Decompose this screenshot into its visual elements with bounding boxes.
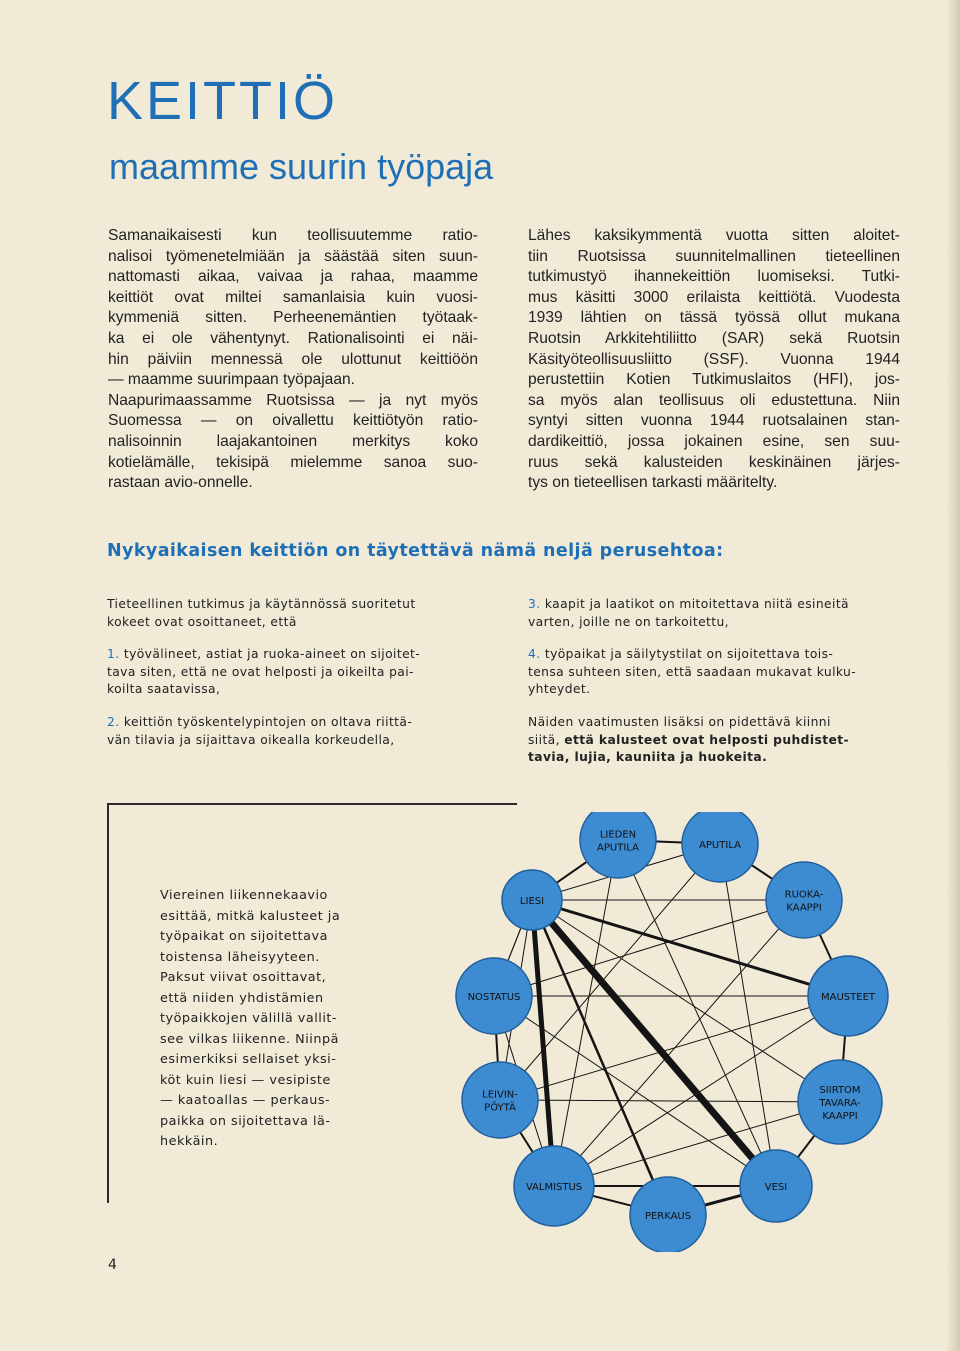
diagram-edge-lieden_aputila-valmistus (554, 840, 618, 1186)
node-label: MAUSTEET (821, 992, 875, 1003)
text-line: see vilkas liikenne. Niinpä (160, 1031, 339, 1047)
node-nostatus (456, 958, 532, 1034)
frame-rule-left (107, 803, 109, 1203)
text-line: toistensa läheisyyteen. (160, 949, 320, 965)
text-line: sa myös alan teollisuus oli edustettuna. Niin (528, 391, 900, 409)
text-line: kotielämälle, tekisipä mielemme sanoa suo- (108, 453, 478, 471)
text-line: paikka on sijoitettava lä- (160, 1113, 331, 1129)
node-vesi (740, 1150, 812, 1222)
text-line: Ruotsin Arkkitehtiliitto (SAR) sekä Ruotsin (528, 329, 900, 347)
requirements-closing (528, 714, 908, 767)
requirement-number: 1. (107, 647, 120, 662)
text-line: kaapit ja laatikot on mitoitettava niitä esineitä (544, 597, 849, 611)
node-label: LIESI (519, 896, 545, 907)
text-line: Käsityöteollisuusliitto (SSF). Vuonna 1944 (528, 350, 900, 368)
diagram-caption (160, 886, 360, 1153)
text-line: hekkäin. (160, 1134, 219, 1149)
requirements-left (107, 596, 487, 764)
text-line: mus käsitti 3000 erilaista keittiötä. Vuodesta (528, 288, 900, 306)
node-label: PÖYTÄ (484, 1102, 516, 1114)
section-heading: Nykyaikaisen keittiön on täytettävä nämä neljä perusehtoa: (107, 541, 724, 561)
text-line: työpaikat ja säilytystilat on sijoitettava tois- (544, 647, 834, 662)
page-number: 4 (108, 1257, 117, 1273)
node-label: SIIRTOM (819, 1085, 861, 1096)
text-line: tensa suhteen siten, että saadaan mukavat kulku- (528, 664, 857, 679)
text-line: rastaan avio-onnelle. (108, 474, 253, 492)
text-line: esittää, mitkä kalusteet ja (160, 908, 341, 924)
text-line: Naapurimaassamme Ruotsissa — ja nyt myös (108, 391, 478, 409)
node-perkaus (630, 1177, 706, 1252)
diagram-edge-liesi-vesi (532, 900, 776, 1186)
text-line: työvälineet, astiat ja ruoka-aineet on sijoitet- (123, 647, 421, 662)
text-line: tys on tieteellisen tarkasti määritelty. (528, 474, 778, 492)
diagram-edge-lieden_aputila-vesi (618, 840, 776, 1186)
text-line: perustettiin Kotien Tutkimuslaitos (HFI), jos- (528, 371, 900, 389)
text-line: yhteydet. (528, 682, 591, 697)
diagram-nodes (456, 812, 888, 1252)
node-label: APUTILA (597, 842, 639, 854)
node-label: KAAPPI (822, 1111, 858, 1122)
text-line-bold: tavia, lujia, kauniita ja huokeita. (528, 750, 768, 765)
node-label: NOSTATUS (467, 992, 521, 1003)
text-line: kymmeniä sitten. Perheenemäntien työtaak- (108, 309, 478, 327)
requirements-lead (107, 596, 487, 631)
node-valmistus (514, 1146, 594, 1226)
requirements-right (528, 596, 908, 782)
text-line: siitä, (528, 732, 560, 747)
diagram-edge-siirtotavarakaappi-leivinpoyta (500, 1100, 840, 1102)
text-line: 1939 lähtien on tässä työssä ollut mukana (528, 309, 900, 327)
node-label: APUTILA (699, 840, 741, 851)
node-leivinpoyta (462, 1062, 538, 1138)
text-line: köt kuin liesi — vesipiste (160, 1072, 331, 1088)
node-label: KAAPPI (786, 902, 822, 914)
text-line-bold: että kalusteet ovat helposti puhdistet- (564, 732, 849, 747)
text-line: Näiden vaatimusten lisäksi on pidettävä kiinni (528, 714, 831, 729)
intro-text-left (108, 226, 478, 494)
page-edge-shadow (946, 0, 960, 1351)
text-line: Lähes kaksikymmentä vuotta sitten aloitet- (528, 227, 900, 244)
text-line: — maamme suurimpaan työpajaan. (108, 371, 356, 389)
text-line: Tieteellinen tutkimus ja käytännössä suoritetut (107, 597, 416, 611)
node-siirtotavarakaappi (798, 1060, 882, 1144)
requirement-number: 4. (528, 647, 541, 662)
requirement-number: 2. (107, 714, 120, 729)
text-line: esimerkiksi sellaiset yksi- (160, 1052, 337, 1067)
node-label: RUOKA- (784, 889, 824, 901)
text-line: työpaikkojen välillä vallit- (160, 1011, 338, 1026)
text-line: vän tilavia ja sijaittava oikealla korkeudella, (107, 732, 395, 747)
page-title: KEITTIÖ (107, 71, 339, 131)
node-label: LEIVIN- (482, 1089, 518, 1101)
text-line: työpaikat on sijoitettava (160, 929, 328, 944)
diagram-edge-ruokakaappi-valmistus (554, 900, 804, 1186)
node-label: LIEDEN (599, 829, 637, 841)
text-line: nalisoinnin laajakantoinen merkitys koko (108, 432, 478, 450)
text-line: hin päiviin mennessä ole ulottunut keittiöön (108, 350, 478, 368)
node-label: VESI (764, 1182, 788, 1193)
page-subtitle: maamme suurin työpaja (109, 146, 494, 187)
text-line: ka ei ole vähentynyt. Rationalisointi ei näi- (108, 329, 478, 347)
requirement-number: 3. (528, 597, 541, 611)
node-label: VALMISTUS (525, 1182, 583, 1193)
text-line: keittiön työskentelypintojen on oltava riittä- (123, 714, 413, 729)
text-line: että niiden yhdistämien (160, 990, 324, 1006)
text-line: Paksut viivat osoittavat, (160, 970, 327, 985)
text-line: keittiöt ovat miltei samanlaisia kuin vuosi- (108, 288, 478, 306)
text-line: Samanaikaisesti kun teollisuutemme ratio- (108, 227, 478, 244)
text-line: nattomasti aikaa, vaivaa ja rahaa, maamme (108, 268, 478, 286)
text-line: dardikeittiö, jossa jokainen esine, sen suu- (528, 432, 900, 450)
text-line: tava siten, että ne ovat helposti ja oikeilta pai- (107, 664, 414, 679)
node-label: PERKAUS (644, 1211, 692, 1222)
node-ruokakaappi (766, 862, 842, 938)
text-line: Viereinen liikennekaavio (160, 888, 328, 903)
text-line: ruus sekä kalusteiden keskinäinen järjes- (528, 453, 900, 471)
text-line: nalisoi työmenetelmiään ja säästää siten suun- (108, 247, 478, 265)
kitchen-traffic-diagram (440, 812, 920, 1252)
frame-rule-top (107, 803, 517, 805)
node-aputila (682, 812, 758, 882)
text-line: Suomessa — on oivallettu keittiötyön ratio- (108, 412, 478, 430)
requirement-item-1 (107, 646, 487, 699)
node-lieden_aputila (580, 812, 656, 878)
text-line: syntyi sitten vuonna 1944 ruotsalainen stan- (528, 412, 900, 430)
text-line: varten, joille ne on tarkoitettu, (528, 614, 729, 629)
text-line: — kaatoallas — perkaus- (160, 1093, 331, 1108)
node-mausteet (808, 956, 888, 1036)
text-line: kokeet ovat osoittaneet, että (107, 614, 297, 629)
requirement-item-2 (107, 714, 487, 749)
requirement-item-4 (528, 646, 908, 699)
text-line: koilta saatavissa, (107, 682, 221, 697)
diagram-edge-leivinpoyta-mausteet (500, 996, 848, 1100)
node-liesi (502, 870, 562, 930)
requirement-item-3 (528, 596, 908, 631)
text-line: tutkimustyö ihannekeittiön luomiseksi. Tutki- (528, 268, 900, 286)
intro-text-right (528, 226, 900, 494)
text-line: tiin Ruotsissa suunnitelmallinen tieteellinen (528, 247, 900, 265)
node-label: TAVARA- (819, 1098, 861, 1109)
